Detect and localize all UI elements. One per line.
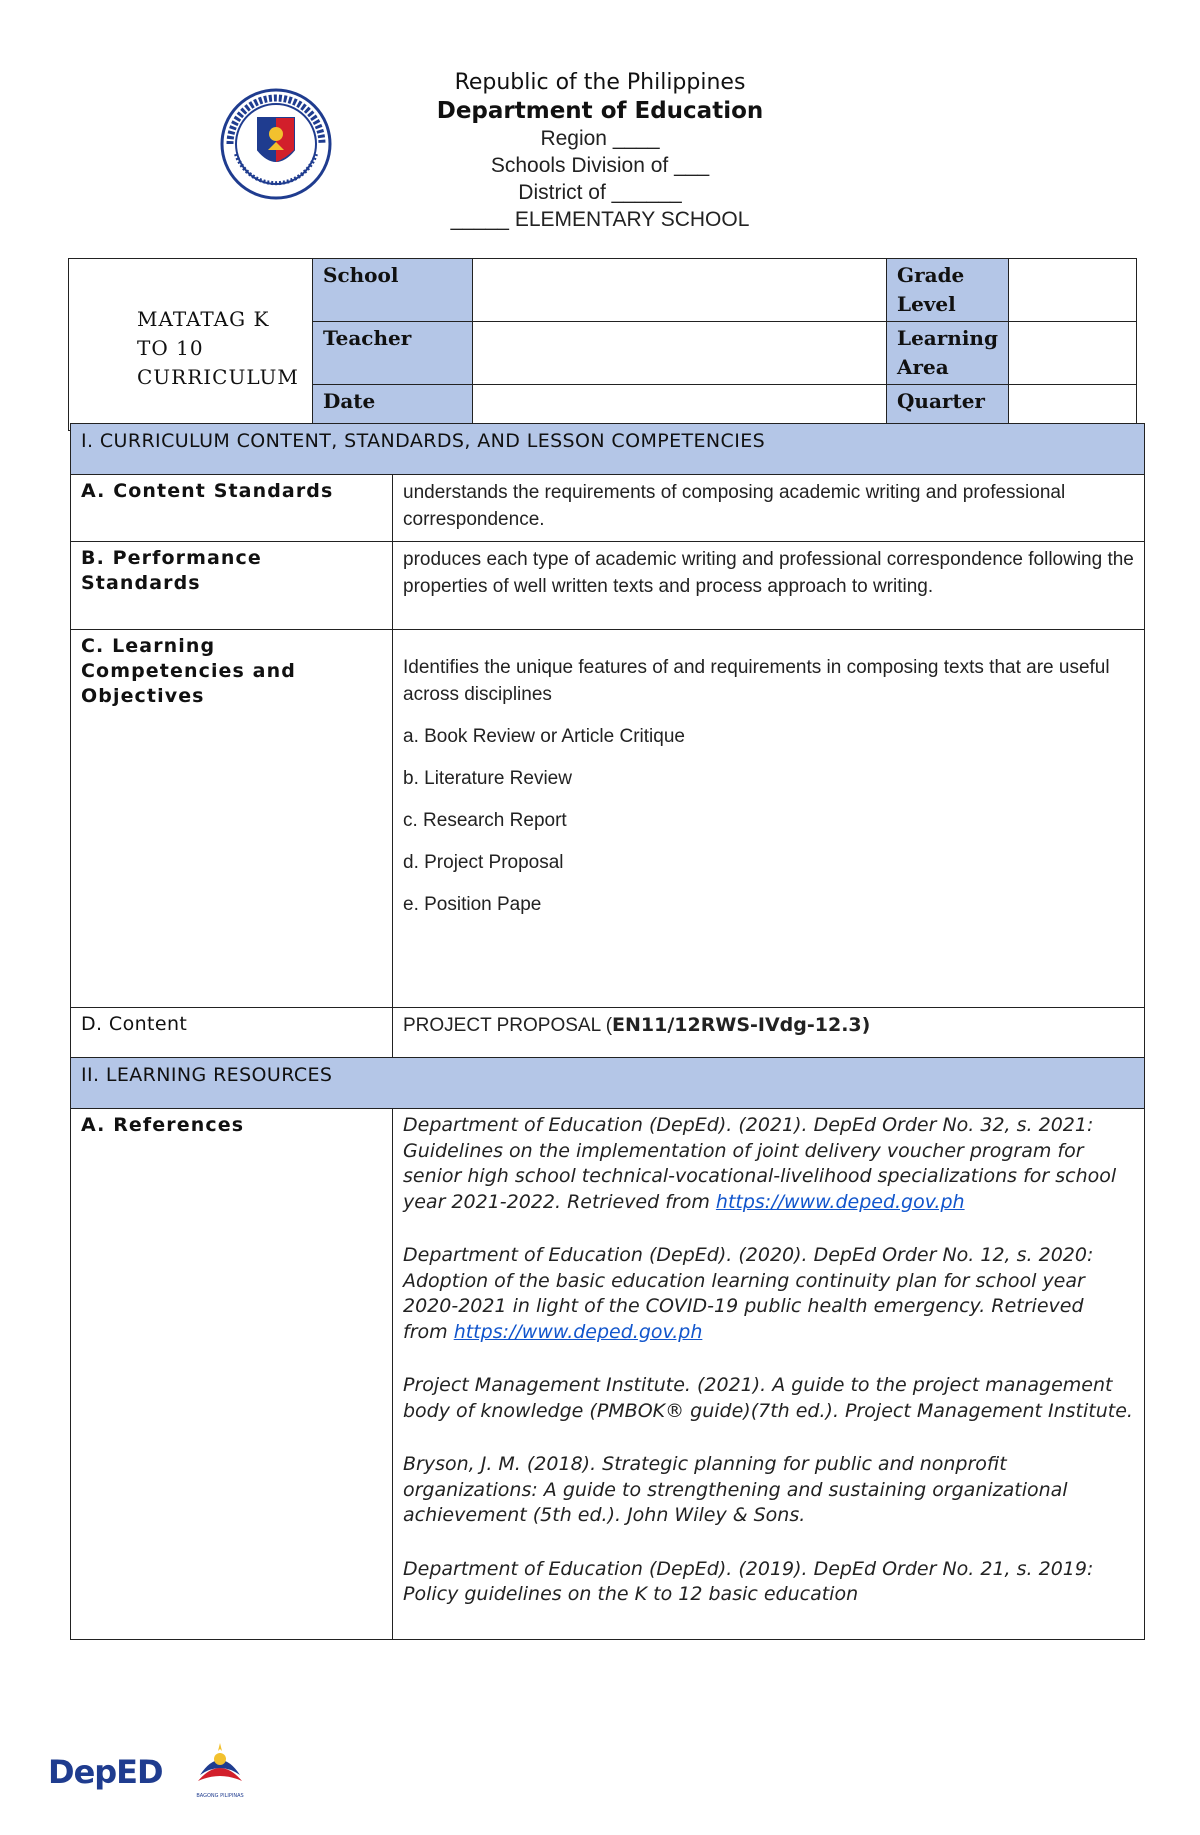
reference-link[interactable]: https://www.deped.gov.ph [453, 1320, 703, 1343]
reference-link[interactable]: https://www.deped.gov.ph [715, 1190, 965, 1213]
content-topic: PROJECT PROPOSAL ( [403, 1015, 613, 1036]
performance-standards-label [71, 542, 393, 630]
performance-standards-text: produces each type of academic writing and professional correspondence following the properties of well written texts and process approach to writing. [393, 542, 1145, 630]
label-line: C. Learning [81, 635, 216, 657]
quarter-label: Quarter [887, 385, 1009, 431]
section-heading-resources: II. LEARNING RESOURCES [71, 1058, 1145, 1109]
teacher-field[interactable] [473, 322, 887, 385]
label-line: Learning [897, 326, 998, 350]
competency-intro: Identifies the unique features of and requirements in composing texts that are useful across disciplines [403, 657, 1110, 705]
brand-line: MATATAG K [137, 307, 270, 331]
references-list [393, 1109, 1145, 1640]
department-heading: Department of Education [436, 98, 764, 124]
reference-item [403, 1243, 1134, 1345]
lesson-plan-table [70, 423, 1145, 1640]
deped-logo-text: DepED [48, 1753, 163, 1791]
section-heading-curriculum: I. CURRICULUM CONTENT, STANDARDS, AND LESSON COMPETENCIES [71, 424, 1145, 475]
teacher-label: Teacher [313, 322, 473, 385]
deped-logo-icon [48, 1753, 163, 1791]
republic-heading: Republic of the Philippines [454, 70, 746, 95]
grade-level-label [887, 259, 1009, 322]
learning-competencies-text [393, 630, 1145, 1008]
division-line: Schools Division of ___ [490, 154, 710, 177]
competency-item: e. Position Pape [403, 894, 542, 915]
learning-area-field[interactable] [1009, 322, 1137, 385]
label-line: Competencies and [81, 660, 296, 682]
lesson-info-table [68, 258, 1137, 431]
learning-area-label [887, 322, 1009, 385]
reference-item: Bryson, J. M. (2018). Strategic planning for public and nonprofit organizations: A guide to strengthening and sustaining organizational achievement (5th ed.). John Wiley & Sons. [403, 1453, 1068, 1526]
brand-line: TO 10 [137, 336, 204, 360]
content-standards-text: understands the requirements of composing academic writing and professional correspondence. [393, 475, 1145, 542]
content-text [393, 1008, 1145, 1058]
footer-logos [48, 1735, 248, 1805]
competency-item: b. Literature Review [403, 768, 572, 789]
label-line: Area [897, 355, 949, 379]
label-line: Objectives [81, 685, 205, 707]
school-label: School [313, 259, 473, 322]
label-line: Grade [897, 263, 965, 287]
label-line: Standards [81, 572, 201, 594]
competency-item: a. Book Review or Article Critique [403, 726, 685, 747]
region-line: Region ____ [540, 127, 660, 150]
references-label: A. References [71, 1109, 393, 1640]
content-standards-label: A. Content Standards [71, 475, 393, 542]
label-line: Level [897, 292, 956, 316]
bagong-pilipinas-icon [192, 1743, 248, 1799]
document-header [350, 68, 850, 233]
bagong-pilipinas-text: BAGONG PILIPINAS [196, 1793, 244, 1799]
reference-item: Project Management Institute. (2021). A guide to the project management body of knowledge (PMBOK® guide)(7th ed.). Project Management Institute. [403, 1374, 1133, 1422]
reference-item [403, 1113, 1134, 1215]
reference-item: Department of Education (DepEd). (2019). DepEd Order No. 21, s. 2019: Policy guidelines on the K to 12 basic education [403, 1557, 1094, 1605]
deped-seal-icon [220, 88, 332, 200]
curriculum-brand [69, 259, 313, 431]
grade-level-field[interactable] [1009, 259, 1137, 322]
competency-code: EN11/12RWS-IVdg-12.3) [612, 1014, 871, 1036]
competency-item: c. Research Report [403, 810, 567, 831]
competency-item: d. Project Proposal [403, 852, 564, 873]
reference-text: Department of Education (DepEd). (2020). DepEd Order No. 12, s. 2020: Adoption of the basic education learning continuity plan for school year 2020-2021 in light of the COVID-19 public health emergency. Retrieved from [403, 1244, 1094, 1343]
content-label: D. Content [71, 1008, 393, 1058]
learning-competencies-label [71, 630, 393, 1008]
label-line: B. Performance [81, 547, 262, 569]
reference-text: Department of Education (DepEd). (2021). DepEd Order No. 32, s. 2021: Guidelines on the implementation of joint delivery voucher program for senior high school technical-vocational-livelihood specializations for school year 2021-2022. Retrieved from [403, 1114, 1117, 1213]
school-line: _____ ELEMENTARY SCHOOL [450, 208, 750, 231]
date-label: Date [313, 385, 473, 431]
district-line: District of ______ [518, 181, 682, 204]
school-field[interactable] [473, 259, 887, 322]
brand-line: CURRICULUM [137, 365, 299, 389]
